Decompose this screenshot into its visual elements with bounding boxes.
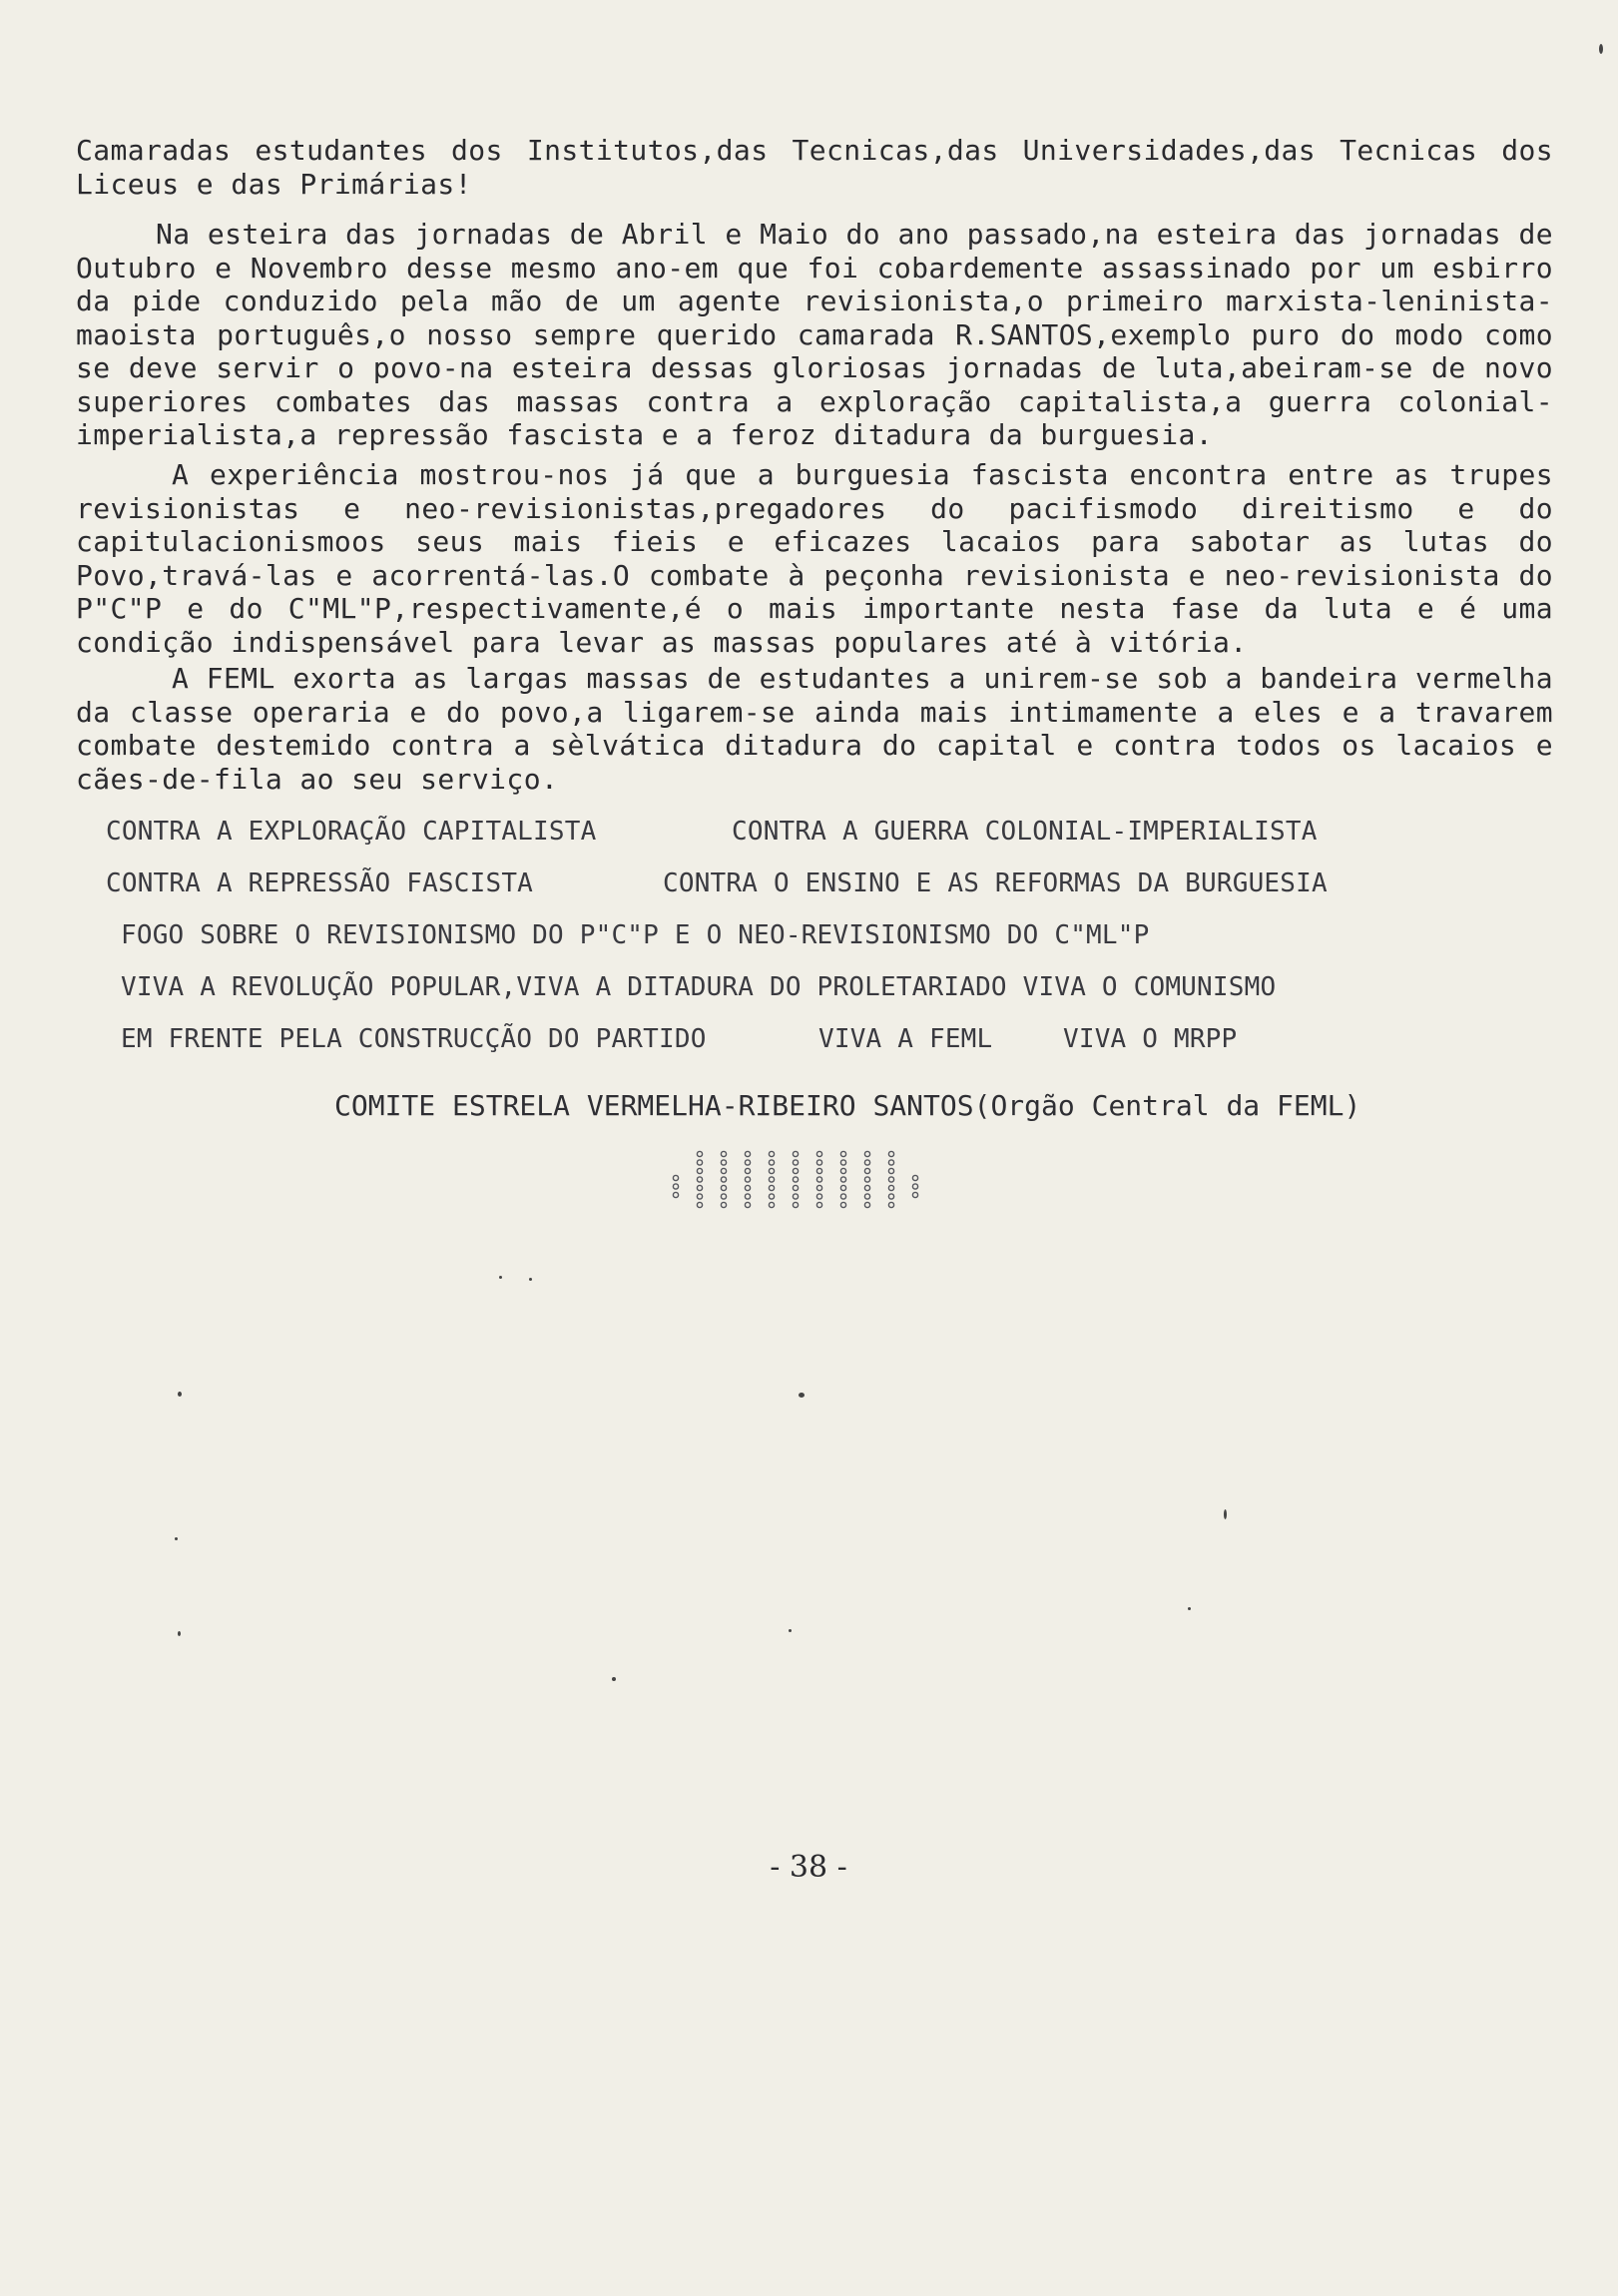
slogan-repressao: CONTRA A REPRESSÃO FASCISTA	[106, 868, 534, 898]
signature-line: COMITE ESTRELA VERMELHA-RIBEIRO SANTOS(Orgão Central da FEML)	[334, 1089, 1361, 1122]
slogan-guerra: CONTRA A GUERRA COLONIAL-IMPERIALISTA	[732, 817, 1318, 847]
scan-speck	[529, 1278, 532, 1281]
stencil-dot-pattern	[664, 1148, 933, 1223]
body-paragraph-3: A FEML exorta as largas massas de estudantes a unirem-se sob a bandeira vermelha da classe operaria e do povo,a ligarem-se ainda mais intimamente a eles e a travarem combate destemido contra a sèlvática ditadura do capital e contra todos os lacaios e cães-de-fila ao seu serviço.	[76, 662, 1553, 796]
scan-speck	[799, 1393, 805, 1398]
slogan-revisionismo: FOGO SOBRE O REVISIONISMO DO P"C"P E O NEO-REVISIONISMO DO C"ML"P	[121, 920, 1150, 950]
scan-speck	[612, 1677, 616, 1681]
body-paragraph-2: A experiência mostrou-nos já que a burguesia fascista encontra entre as trupes revisionistas e neo-revisionistas,pregadores do pacifismodo direitismo e do capitulacionismoos seus mais fieis e eficazes lacaios para sabotar as lutas do Povo,travá-las e acorrentá-las.O combate à peçonha revisionista e neo-revisionista do P"C"P e do C"ML"P,respectivamente,é o mais importante nesta fase da luta e é uma condição indispensável para levar as massas populares até à vitória.	[76, 458, 1553, 659]
scan-speck	[1188, 1607, 1191, 1610]
scan-speck	[175, 1537, 178, 1540]
slogan-ensino: CONTRA O ENSINO E AS REFORMAS DA BURGUESIA	[663, 868, 1328, 898]
page-number: - 38 -	[770, 1850, 847, 1885]
salutation-paragraph: Camaradas estudantes dos Institutos,das Tecnicas,das Universidades,das Tecnicas dos Liceus e das Primárias!	[76, 134, 1553, 201]
scan-speck	[178, 1631, 181, 1636]
scan-speck	[1224, 1509, 1227, 1519]
scan-speck	[1599, 44, 1603, 54]
slogan-revolucao: VIVA A REVOLUÇÃO POPULAR,VIVA A DITADURA DO PROLETARIADO VIVA O COMUNISMO	[121, 972, 1277, 1002]
slogan-partido: EM FRENTE PELA CONSTRUCÇÃO DO PARTIDO	[121, 1024, 707, 1054]
scan-speck	[789, 1629, 792, 1632]
slogan-mrpp: VIVA O MRPP	[1063, 1024, 1238, 1054]
slogan-feml: VIVA A FEML	[818, 1024, 993, 1054]
scan-speck	[178, 1392, 182, 1397]
body-paragraph-1: Na esteira das jornadas de Abril e Maio do ano passado,na esteira das jornadas de Outubro e Novembro desse mesmo ano-em que foi cobardemente assassinado por um esbirro da pide conduzido pela mão de um agente revisionista,o primeiro marxista-leninista-maoista português,o nosso sempre querido camarada R.SANTOS,exemplo puro do modo como se deve servir o povo-na esteira dessas gloriosas jornadas de luta,abeiram-se de novo superiores combates das massas contra a exploração capitalista,a guerra colonial-imperialista,a repressão fascista e a feroz ditadura da burguesia.	[76, 218, 1553, 451]
scan-speck	[499, 1276, 502, 1279]
slogan-exploracao: CONTRA A EXPLORAÇÃO CAPITALISTA	[106, 817, 597, 847]
